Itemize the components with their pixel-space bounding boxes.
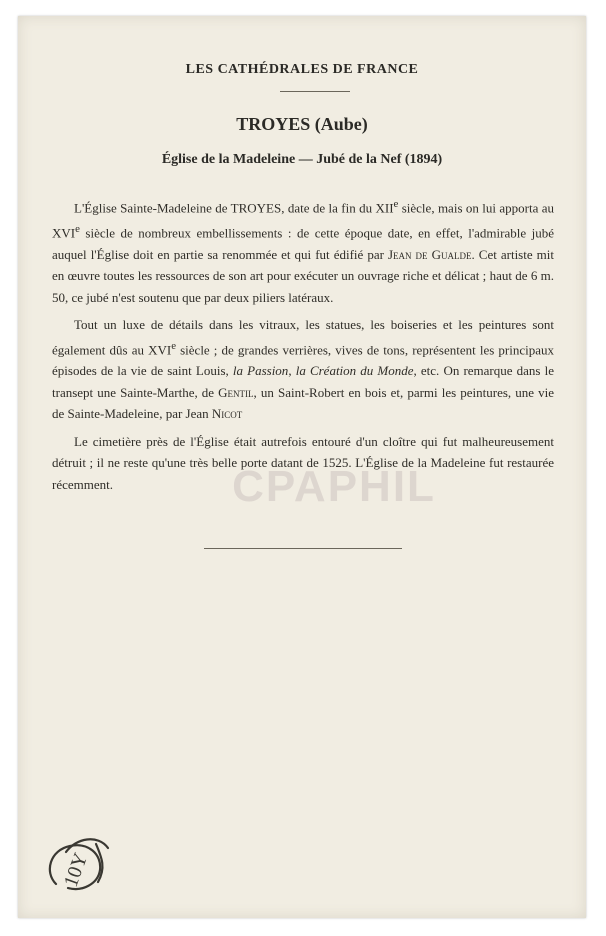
paragraph-1 (52, 194, 554, 308)
p2-superscript: e (171, 339, 176, 352)
p2-text-a: Tout un luxe de détails dans les vitraux, les statues, les boiseries et les peintures sont également dûs au XVI (52, 317, 554, 357)
p1-text-a: L'Église Sainte-Madeleine de TROYES, date de la fin du XII (74, 200, 394, 216)
series-divider (280, 91, 350, 92)
p1-text-e: siècle de nombreux embellissements : de cette époque date, en effet, l'admirable jubé auquel l'Église doit en partie sa renommée et qui fut édifié par (52, 225, 554, 262)
page-subtitle: Église de la Madeleine — Jubé de la Nef (1894) (161, 152, 443, 167)
stamp-icon (36, 824, 116, 904)
closing-divider (204, 548, 402, 549)
p1-text-f: . Cet artiste mit en œuvre toutes les ressources de son art pour exécuter un ouvrage riche et délicat ; haut de 6 m. 50, ce jubé n'est soutenu que par deux piliers latéraux. (52, 246, 554, 305)
p1-text-c: siècle, mais on lui apporta au XVI (52, 200, 554, 241)
p2-text-c: siècle ; de grandes verrières, vives de tons, représentent les principaux épisodes de la vie de saint Louis, (52, 341, 554, 379)
p2-text-e: , etc. On remarque dans le transept une Sainte-Marthe, de (52, 363, 555, 400)
p2-text-f: , un Saint-Robert en bois et, parmi les peintures, une vie de Sainte-Madeleine, par Jean (52, 384, 554, 422)
p2-artist-nicot: Nicot (211, 406, 243, 422)
p2-italic-passion: la Passion (232, 363, 289, 379)
p2-italic-creation: la Création du Monde (295, 363, 414, 379)
paragraph-2 (52, 314, 554, 425)
stamp-text: 10Y (59, 850, 93, 890)
watermark: CPAPHIL (232, 462, 436, 511)
postcard-page (18, 16, 586, 918)
p1-superscript-2: e (75, 222, 80, 235)
page-title: TROYES (Aube) (236, 114, 368, 134)
p2-artist-gentil: Gentil (218, 384, 254, 400)
body-text (52, 194, 554, 501)
p1-artist-name: Jean de Gualde (387, 246, 472, 262)
p1-superscript-1: e (393, 198, 399, 210)
paragraph-3 (52, 431, 554, 496)
series-heading: LES CATHÉDRALES DE FRANCE (185, 62, 419, 77)
p3-text: Le cimetière près de l'Église était autrefois entouré d'un cloître qui fut malheureusement détruit ; il ne reste qu'une très belle porte datant de 1525. L'Église de la Madeleine fut restaurée récemment. (52, 433, 554, 492)
p2-text-d: , (288, 363, 296, 379)
